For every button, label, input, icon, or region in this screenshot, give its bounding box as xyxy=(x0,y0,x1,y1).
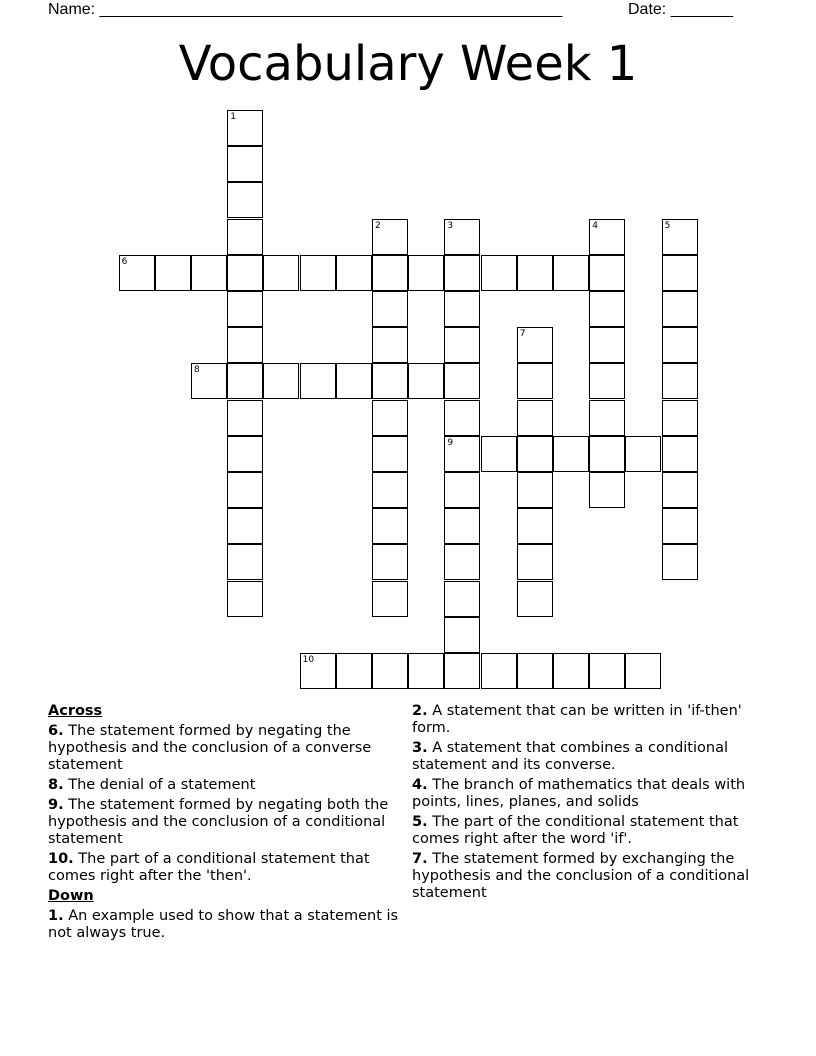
clue-down-5 xyxy=(412,814,752,848)
crossword-cell[interactable] xyxy=(227,472,263,508)
clue-number: 3. xyxy=(412,740,428,756)
cell-number: 2 xyxy=(375,220,381,231)
crossword-cell[interactable] xyxy=(662,219,698,255)
crossword-cell[interactable] xyxy=(444,617,480,653)
crossword-cell[interactable] xyxy=(662,255,698,291)
crossword-cell[interactable] xyxy=(662,400,698,436)
crossword-cell[interactable] xyxy=(662,327,698,363)
clue-number: 7. xyxy=(412,851,428,867)
crossword-cell[interactable] xyxy=(553,653,589,689)
clue-text: The statement formed by exchanging the hypothesis and the conclusion of a conditional statement xyxy=(412,851,750,901)
clue-text: The part of a conditional statement that comes right after the 'then'. xyxy=(48,851,370,884)
crossword-cell[interactable] xyxy=(517,400,553,436)
crossword-cell[interactable] xyxy=(589,363,625,399)
crossword-cell[interactable] xyxy=(444,472,480,508)
crossword-cell[interactable] xyxy=(662,544,698,580)
crossword-cell[interactable] xyxy=(263,255,299,291)
crossword-cell[interactable] xyxy=(372,400,408,436)
crossword-cell[interactable] xyxy=(589,400,625,436)
crossword-cell[interactable] xyxy=(227,544,263,580)
crossword-cell[interactable] xyxy=(372,436,408,472)
crossword-cell[interactable] xyxy=(372,219,408,255)
clues-column-right xyxy=(412,703,752,905)
crossword-cell[interactable] xyxy=(191,363,227,399)
clue-text: The part of the conditional statement that comes right after the word 'if'. xyxy=(412,814,739,847)
cell-number: 3 xyxy=(447,220,454,231)
name-field[interactable]: Name: ____________________________________________________ xyxy=(48,1,563,18)
cell-number: 7 xyxy=(519,329,526,340)
clue-across-8 xyxy=(48,777,404,794)
clue-number: 10. xyxy=(48,851,74,867)
crossword-cell[interactable] xyxy=(227,400,263,436)
crossword-cell[interactable] xyxy=(589,653,625,689)
crossword-cell[interactable] xyxy=(481,653,517,689)
crossword-cell[interactable] xyxy=(227,363,263,399)
crossword-cell[interactable] xyxy=(227,436,263,472)
date-field[interactable]: Date: _______ xyxy=(628,1,733,18)
crossword-cell[interactable] xyxy=(372,508,408,544)
crossword-cell[interactable] xyxy=(444,508,480,544)
crossword-cell[interactable] xyxy=(263,363,299,399)
clue-text: A statement that combines a conditional statement and its converse. xyxy=(412,740,728,773)
crossword-cell[interactable] xyxy=(444,255,480,291)
crossword-cell[interactable] xyxy=(227,146,263,182)
crossword-cell[interactable] xyxy=(517,472,553,508)
crossword-cell[interactable] xyxy=(589,472,625,508)
clue-down-1 xyxy=(48,908,404,942)
crossword-cell[interactable] xyxy=(662,291,698,327)
clue-across-10 xyxy=(48,851,404,885)
crossword-cell[interactable] xyxy=(517,653,553,689)
crossword-cell[interactable] xyxy=(372,472,408,508)
clue-number: 8. xyxy=(48,777,64,793)
clue-across-9 xyxy=(48,797,404,848)
crossword-cell[interactable] xyxy=(481,436,517,472)
crossword-cell[interactable] xyxy=(444,219,480,255)
clue-down-4 xyxy=(412,777,752,811)
crossword-cell[interactable] xyxy=(336,363,372,399)
crossword-cell[interactable] xyxy=(517,544,553,580)
crossword-cell[interactable] xyxy=(227,327,263,363)
crossword-cell[interactable] xyxy=(444,544,480,580)
crossword-cell[interactable] xyxy=(662,508,698,544)
crossword-cell[interactable] xyxy=(662,472,698,508)
cell-number: 4 xyxy=(592,220,598,231)
cell-number: 5 xyxy=(664,220,671,231)
crossword-cell[interactable] xyxy=(227,219,263,255)
clue-down-7 xyxy=(412,851,752,902)
crossword-cell[interactable] xyxy=(408,653,444,689)
crossword-cell[interactable] xyxy=(625,653,661,689)
crossword-cell[interactable] xyxy=(227,581,263,617)
crossword-cell[interactable] xyxy=(517,436,553,472)
crossword-cell[interactable] xyxy=(372,581,408,617)
clues-column-left xyxy=(48,703,404,945)
clue-number: 9. xyxy=(48,797,64,813)
crossword-cell[interactable] xyxy=(227,508,263,544)
clue-number: 1. xyxy=(48,908,64,924)
clue-number: 6. xyxy=(48,723,64,739)
crossword-cell[interactable] xyxy=(227,110,263,146)
crossword-cell[interactable] xyxy=(372,544,408,580)
crossword-cell[interactable] xyxy=(517,508,553,544)
clue-number: 2. xyxy=(412,703,428,719)
clue-text: The denial of a statement xyxy=(68,777,256,793)
crossword-cell[interactable] xyxy=(589,327,625,363)
clue-text: The branch of mathematics that deals with points, lines, planes, and solids xyxy=(412,777,746,810)
crossword-cell[interactable] xyxy=(481,255,517,291)
crossword-cell[interactable] xyxy=(372,653,408,689)
crossword-cell[interactable] xyxy=(444,291,480,327)
crossword-cell[interactable] xyxy=(589,436,625,472)
crossword-cell[interactable] xyxy=(625,436,661,472)
crossword-cell[interactable] xyxy=(444,436,480,472)
crossword-cell[interactable] xyxy=(336,255,372,291)
down-heading: Down xyxy=(48,888,94,904)
crossword-cell[interactable] xyxy=(227,255,263,291)
cell-number: 10 xyxy=(302,655,315,665)
cell-number: 8 xyxy=(194,365,200,376)
crossword-cell[interactable] xyxy=(444,400,480,436)
crossword-cell[interactable] xyxy=(372,255,408,291)
crossword-cell[interactable] xyxy=(517,255,553,291)
crossword-cell[interactable] xyxy=(589,219,625,255)
crossword-cell[interactable] xyxy=(553,436,589,472)
crossword-cell[interactable] xyxy=(444,653,480,689)
crossword-cell[interactable] xyxy=(227,291,263,327)
crossword-cell[interactable] xyxy=(662,436,698,472)
clue-number: 4. xyxy=(412,777,428,793)
crossword-cell[interactable] xyxy=(444,327,480,363)
crossword-cell[interactable] xyxy=(662,363,698,399)
cell-number: 6 xyxy=(121,256,128,267)
clue-number: 5. xyxy=(412,814,428,830)
crossword-cell[interactable] xyxy=(119,255,155,291)
crossword-cell[interactable] xyxy=(372,327,408,363)
cell-number: 1 xyxy=(230,112,236,122)
crossword-cell[interactable] xyxy=(227,182,263,218)
crossword-cell[interactable] xyxy=(155,255,191,291)
clue-text: The statement formed by negating the hypothesis and the conclusion of a converse statement xyxy=(48,723,372,773)
crossword-cell[interactable] xyxy=(444,581,480,617)
cell-number: 9 xyxy=(447,437,454,448)
clue-text: An example used to show that a statement is not always true. xyxy=(48,908,399,941)
crossword-cell[interactable] xyxy=(444,363,480,399)
crossword-cell[interactable] xyxy=(191,255,227,291)
crossword-cell[interactable] xyxy=(300,653,336,689)
crossword-cell[interactable] xyxy=(517,363,553,399)
crossword-cell[interactable] xyxy=(517,581,553,617)
crossword-cell[interactable] xyxy=(517,327,553,363)
page-title: Vocabulary Week 1 xyxy=(178,36,638,92)
crossword-cell[interactable] xyxy=(300,363,336,399)
clue-text: A statement that can be written in 'if-then' form. xyxy=(412,703,742,736)
crossword-cell[interactable] xyxy=(408,255,444,291)
clue-down-3 xyxy=(412,740,752,774)
crossword-cell[interactable] xyxy=(589,255,625,291)
crossword-cell[interactable] xyxy=(336,653,372,689)
clue-down-2 xyxy=(412,703,752,737)
crossword-cell[interactable] xyxy=(372,363,408,399)
crossword-cell[interactable] xyxy=(589,291,625,327)
across-heading: Across xyxy=(48,703,103,719)
crossword-cell[interactable] xyxy=(372,291,408,327)
crossword-cell[interactable] xyxy=(408,363,444,399)
clue-across-6 xyxy=(48,723,404,774)
crossword-cell[interactable] xyxy=(553,255,589,291)
crossword-cell[interactable] xyxy=(300,255,336,291)
clue-text: The statement formed by negating both the hypothesis and the conclusion of a conditional statement xyxy=(48,797,389,847)
